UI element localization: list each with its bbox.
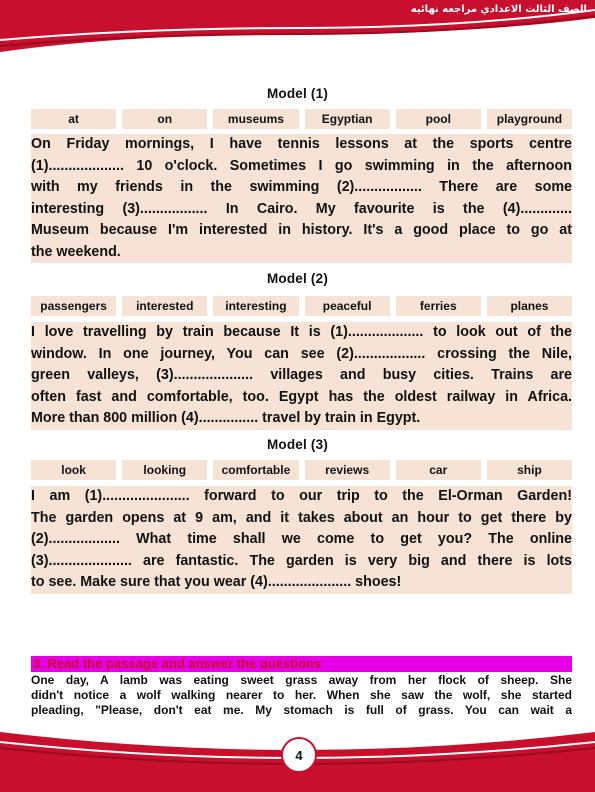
model-1-passage <box>31 134 572 263</box>
passage-line: (3)..................... are fantastic. The garden is very big and there is lots <box>31 552 572 569</box>
word-option: playground <box>487 109 572 129</box>
model-1-word-bank <box>31 109 572 129</box>
passage-line: (1)................... 10 o'clock. Sometimes I go swimming in the afternoon <box>31 157 572 174</box>
word-option: ferries <box>396 296 481 316</box>
passage-line: More than 800 million (4)............... travel by train in Egypt. <box>31 410 421 426</box>
passage-line: often fast and comfortable, too. Egypt has the oldest railway in Africa. <box>31 388 572 405</box>
passage-line: pleading, "Please, don't eat me. My stomach is full of grass. You can wait a <box>31 703 572 717</box>
word-option: comfortable <box>213 460 298 480</box>
model-3-word-bank <box>31 460 572 480</box>
word-option: car <box>396 460 481 480</box>
passage-line: One day, A lamb was eating sweet grass away from her flock of sheep. She <box>31 673 572 687</box>
word-option: reviews <box>305 460 390 480</box>
word-option: Egyptian <box>305 109 390 129</box>
section-3-heading: 3. Read the passage and answer the questions <box>31 656 572 672</box>
passage-line: to see. Make sure that you wear (4)..................... shoes! <box>31 574 402 590</box>
word-option: planes <box>487 296 572 316</box>
word-option: ship <box>487 460 572 480</box>
model-2-word-bank <box>31 296 572 316</box>
page-number: 4 <box>281 737 317 773</box>
passage-line: window. In one journey, You can see (2).................. crossing the Nile, <box>31 345 572 362</box>
passage-line: with my friends in the swimming (2)................. There are some <box>31 179 572 195</box>
word-option: interested <box>122 296 207 316</box>
word-option: looking <box>122 460 207 480</box>
header-title: الصف الثالث الاعدادي مراجعه نهائيه <box>410 4 587 15</box>
passage-line: green valleys, (3).................... villages and busy cities. Trains are <box>31 367 572 383</box>
section-3-passage <box>31 673 572 718</box>
passage-line: interesting (3)................. In Cairo. My favourite is the (4)............. <box>31 200 572 217</box>
word-option: at <box>31 109 116 129</box>
passage-line: I am (1)...................... forward to our trip to the El-Orman Garden! <box>31 488 572 504</box>
passage-line: The garden opens at 9 am, and it takes about an hour to get there by <box>31 509 572 526</box>
passage-line: didn't notice a wolf walking nearer to her. When she saw the wolf, she started <box>31 688 572 702</box>
word-option: museums <box>213 109 298 129</box>
word-option: peaceful <box>305 296 390 316</box>
model-1-title: Model (1) <box>266 86 329 101</box>
word-option: on <box>122 109 207 129</box>
model-2-passage <box>31 322 572 430</box>
word-option: pool <box>396 109 481 129</box>
passage-line: I love travelling by train because It is (1)................... to look out of the <box>31 324 572 340</box>
passage-line: the weekend. <box>31 243 121 260</box>
model-3-passage <box>31 486 572 594</box>
model-2-title: Model (2) <box>266 271 329 286</box>
word-option: look <box>31 460 116 480</box>
passage-line: On Friday mornings, I have tennis lessons at the sports centre <box>31 136 572 152</box>
word-option: passengers <box>31 296 116 316</box>
passage-line: Museum because I'm interested in history. It's a good place to go at <box>31 222 572 238</box>
passage-line: (2).................. What time shall we come to get you? The online <box>31 531 572 547</box>
word-option: interesting <box>213 296 298 316</box>
model-3-title: Model (3) <box>266 437 329 452</box>
